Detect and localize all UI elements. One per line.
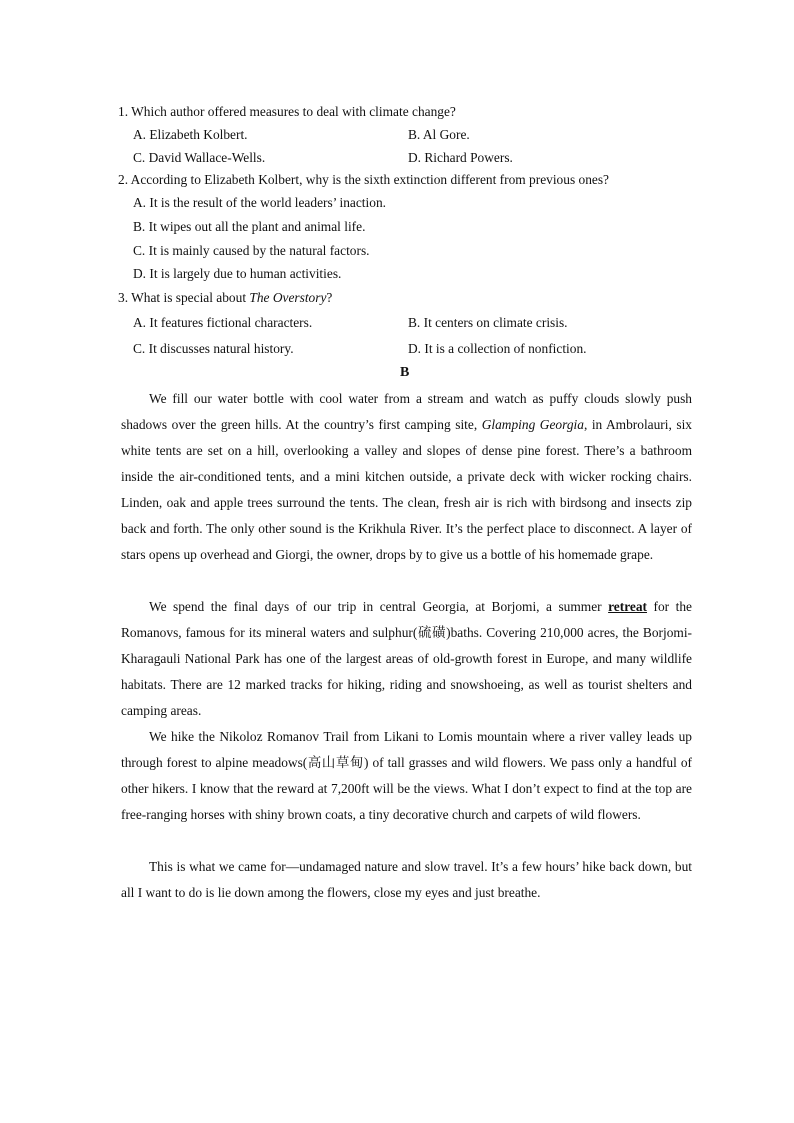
p2-text-a: We spend the final days of our trip in central Georgia, at Borjomi, a summer: [149, 599, 609, 614]
section-heading: B: [400, 365, 410, 380]
question-2-option-d: D. It is largely due to human activities.: [133, 266, 342, 281]
p2-text-b: for the Romanovs, famous for its mineral waters and sulphur(硫磺)baths. Covering 210,000 acres, the Borjomi-Kharagauli National Park has one of the largest areas of old-growth forest in Europe, and many wildlife habitats. There are 12 marked tracks for hiking, riding and snowshoeing, as well as tourist shelters and camping areas.: [121, 599, 692, 718]
question-3-stem-suffix: ?: [326, 290, 333, 305]
question-2-option-c: C. It is mainly caused by the natural factors.: [133, 243, 370, 258]
question-1-option-a: A. Elizabeth Kolbert.: [133, 127, 248, 142]
question-3-book-title: The Overstory: [249, 290, 327, 305]
question-3-option-d: D. It is a collection of nonfiction.: [408, 341, 587, 356]
question-3-option-a: A. It features fictional characters.: [133, 315, 313, 330]
passage-paragraph-1: [121, 386, 692, 568]
question-3-stem: [118, 290, 332, 306]
question-2-option-b: B. It wipes out all the plant and animal life.: [133, 219, 366, 234]
passage-paragraph-3: We hike the Nikoloz Romanov Trail from Likani to Lomis mountain where a river valley leads up through forest to alpine meadows(高山草甸) of tall grasses and wild flowers. We pass only a handful of other hikers. I know that the reward at 7,200ft will be the views. What I don’t expect to find at the top are free-ranging horses with shiny brown coats, a tiny decorative church and carpets of wild flowers.: [121, 729, 692, 822]
question-2-option-a: A. It is the result of the world leaders’ inaction.: [133, 195, 386, 210]
question-1-stem: 1. Which author offered measures to deal with climate change?: [118, 104, 456, 119]
question-1-option-d: D. Richard Powers.: [408, 150, 513, 165]
passage-paragraph-4: This is what we came for—undamaged nature and slow travel. It’s a few hours’ hike back down, but all I want to do is lie down among the flowers, close my eyes and just breathe.: [121, 859, 692, 900]
question-1-option-c: C. David Wallace-Wells.: [133, 150, 266, 165]
question-3-option-c: C. It discusses natural history.: [133, 341, 294, 356]
p1-place-title: Glamping Georgia: [481, 417, 584, 432]
question-1-option-b: B. Al Gore.: [408, 127, 470, 142]
question-2-stem: 2. According to Elizabeth Kolbert, why is the sixth extinction different from previous ones?: [118, 172, 610, 187]
question-3-option-b: B. It centers on climate crisis.: [408, 315, 568, 330]
p1-text-b: , in Ambrolauri, six white tents are set on a hill, overlooking a valley and slopes of dense pine forest. There’s a bathroom inside the air-conditioned tents, and a mini kitchen outside, a private deck with wicker rocking chairs. Linden, oak and apple trees surround the tents. The clean, fresh air is rich with birdsong and insects zip back and forth. The only other sound is the Krikhula River. It’s the perfect place to disconnect. A layer of stars opens up overhead and Giorgi, the owner, drops by to give us a bottle of his homemade grape.: [121, 417, 692, 562]
question-3-stem-prefix: 3. What is special about: [118, 290, 250, 305]
p1-text-a: We fill our water bottle with cool water from a stream and watch as puffy clouds slowly push shadows over the green hills. At the country’s first camping site,: [121, 391, 692, 432]
p2-underlined-word: retreat: [608, 599, 648, 614]
passage-paragraph-2: [121, 594, 692, 724]
